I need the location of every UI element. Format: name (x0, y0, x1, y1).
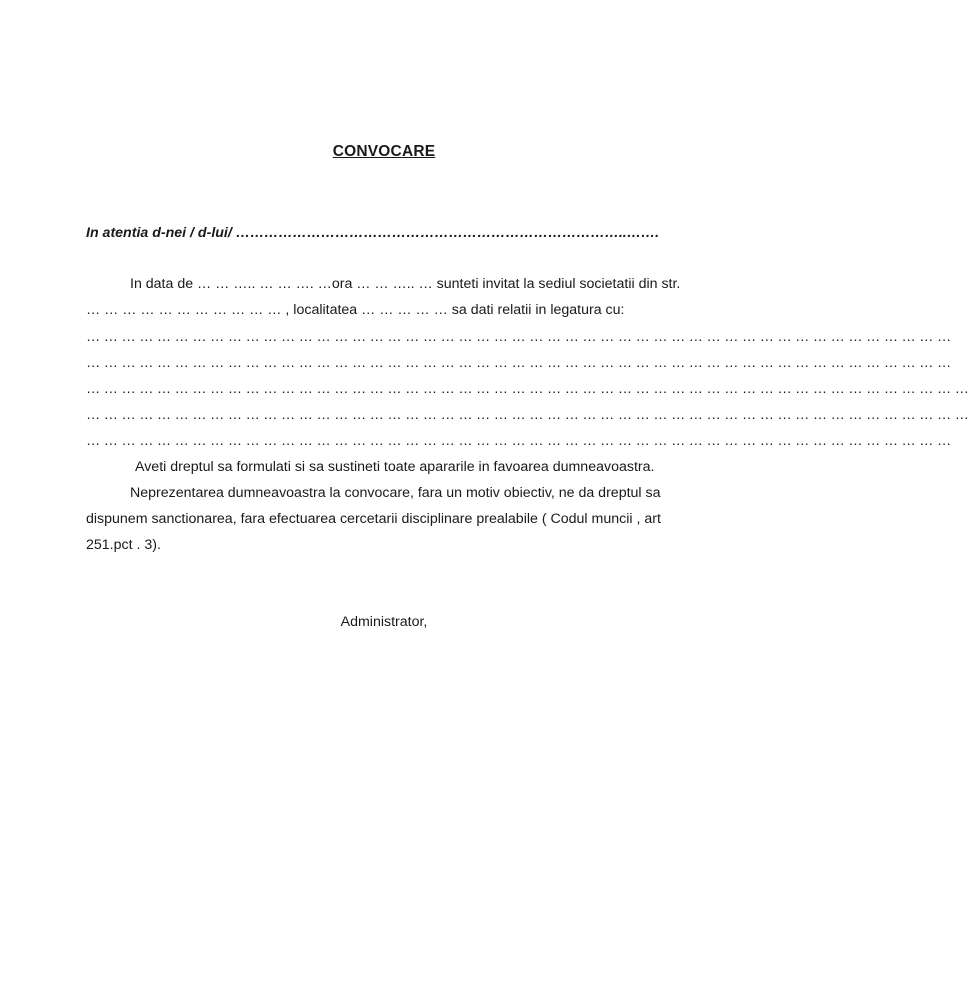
paragraph1-line1: In data de … … ….. … … …. …ora … … ….. … sunteti invitat la sediul societatii din str. (130, 276, 681, 292)
dotted-fill-line-2: … … … … … … … … … … … … … … … … … … … … … … … … … … … … … … … … … … … … … … … … … … … … … … … … … (86, 355, 951, 371)
paragraph1-line2: … … … … … … … … … … … , localitatea … … … … … sa dati relatii in legatura cu: (86, 302, 625, 318)
paragraph2-line3: 251.pct . 3). (86, 537, 161, 553)
document-title: CONVOCARE (332, 143, 436, 160)
paragraph2-line2: dispunem sanctionarea, fara efectuarea cercetarii disciplinare prealabile ( Codul muncii , art (86, 511, 661, 527)
dotted-fill-line-4: … … … … … … … … … … … … … … … … … … … … … … … … … … … … … … … … … … … … … … … … … … … … … … … … … … (86, 407, 969, 423)
rights-line: Aveti dreptul sa formulati si sa sustineti toate apararile in favoarea dumneavoastra. (135, 459, 655, 475)
attention-line: In atentia d-nei / d-lui/ ………………………………………………………………………..……. (86, 225, 660, 241)
signature-label: Administrator, (340, 614, 428, 630)
dotted-fill-line-1: … … … … … … … … … … … … … … … … … … … … … … … … … … … … … … … … … … … … … … … … … … … … … … … … … (86, 329, 951, 345)
dotted-fill-line-3: … … … … … … … … … … … … … … … … … … … … … … … … … … … … … … … … … … … … … … … … … … … … … … … … … … (86, 381, 969, 397)
dotted-fill-line-5: … … … … … … … … … … … … … … … … … … … … … … … … … … … … … … … … … … … … … … … … … … … … … … … … … (86, 433, 951, 449)
paragraph2-line1: Neprezentarea dumneavoastra la convocare, fara un motiv obiectiv, ne da dreptul sa (130, 485, 661, 501)
